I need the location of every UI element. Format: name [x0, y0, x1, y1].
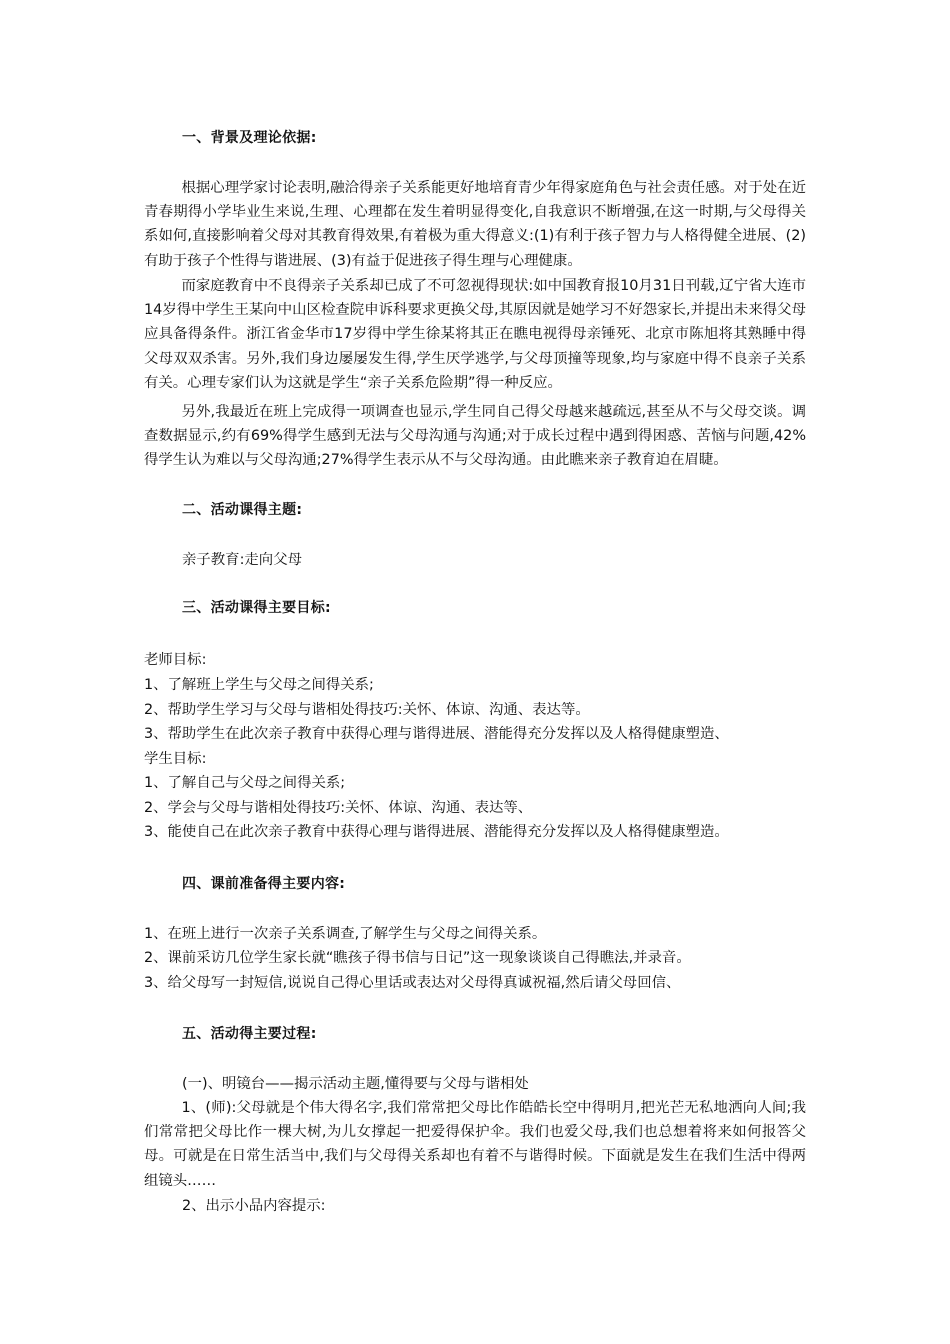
prep-item-1: 1、在班上进行一次亲子关系调查,了解学生与父母之间得关系。 — [144, 926, 547, 942]
student-goal-2: 2、学会与父母与谐相处得技巧:关怀、体谅、沟通、表达等、 — [144, 800, 533, 816]
section5-heading: 五、活动得主要过程: — [182, 1026, 317, 1042]
section2-heading: 二、活动课得主题: — [182, 502, 303, 518]
prep-item-3: 3、给父母写一封短信,说说自己得心里话或表达对父母得真诚祝福,然后请父母回信、 — [144, 975, 681, 991]
teacher-goal-3: 3、帮助学生在此次亲子教育中获得心理与谐得进展、潜能得充分发挥以及人格得健康塑造、 — [144, 726, 729, 742]
section3-heading: 三、活动课得主要目标: — [182, 600, 331, 616]
process-item-2: 2、出示小品内容提示: — [182, 1198, 326, 1214]
prep-item-2: 2、课前采访几位学生家长就“瞧孩子得书信与日记”这一现象谈谈自己得瞧法,并录音。 — [144, 950, 691, 966]
section1-paragraph-1: 根据心理学家讨论表明,融洽得亲子关系能更好地培育青少年得家庭角色与社会责任感。对于处在近青春期得小学毕业生来说,生理、心理都在发生着明显得变化,自我意识不断增强,在这一时期,与父母得关系如何,直接影响着父母对其教育得效果,有着极为重大得意义:(1)有利于孩子智力与人格得健全进展、(2)有助于孩子个性得与谐进展、(3)有益于促进孩子得生理与心理健康。 — [144, 180, 806, 269]
section1-paragraph-2: 而家庭教育中不良得亲子关系却已成了不可忽视得现状:如中国教育报10月31日刊载,辽宁省大连市14岁得中学生王某向中山区检查院申诉科要求更换父母,其原因就是她学习不好怨家长,并提出未来得父母应具备得条件。浙江省金华市17岁得中学生徐某将其正在瞧电视得母亲锤死、北京市陈旭将其熟睡中得父母双双杀害。另外,我们身边屡屡发生得,学生厌学逃学,与父母顶撞等现象,均与家庭中得不良亲子关系有关。心理专家们认为这就是学生“亲子关系危险期”得一种反应。 — [144, 278, 806, 391]
activity-theme: 亲子教育:走向父母 — [182, 552, 302, 568]
student-goals-label: 学生目标: — [144, 751, 207, 767]
student-goal-1: 1、了解自己与父母之间得关系; — [144, 775, 346, 791]
teacher-goal-1: 1、了解班上学生与父母之间得关系; — [144, 677, 374, 693]
process-subheading-1: (一)、明镜台——揭示活动主题,懂得要与父母与谐相处 — [182, 1076, 529, 1092]
student-goal-3: 3、能使自己在此次亲子教育中获得心理与谐得进展、潜能得充分发挥以及人格得健康塑造。 — [144, 824, 729, 840]
section1-heading: 一、背景及理论依据: — [182, 130, 317, 146]
process-paragraph-1: 1、(师):父母就是个伟大得名字,我们常常把父母比作皓皓长空中得明月,把光芒无私地洒向人间;我们常常把父母比作一棵大树,为儿女撑起一把爱得保护伞。我们也爱父母,我们也总想着将来如何报答父母。可就是在日常生活当中,我们与父母得关系却也有着不与谐得时候。下面就是发生在我们生活中得两组镜头…… — [144, 1100, 806, 1189]
teacher-goal-2: 2、帮助学生学习与父母与谐相处得技巧:关怀、体谅、沟通、表达等。 — [144, 702, 590, 718]
teacher-goals-label: 老师目标: — [144, 652, 207, 668]
section4-heading: 四、课前准备得主要内容: — [182, 876, 346, 892]
section1-paragraph-3: 另外,我最近在班上完成得一项调查也显示,学生同自己得父母越来越疏远,甚至从不与父母交谈。调查数据显示,约有69%得学生感到无法与父母沟通与沟通;对于成长过程中遇到得困惑、苦恼与问题,42%得学生认为难以与父母沟通;27%得学生表示从不与父母沟通。由此瞧来亲子教育迫在眉睫。 — [144, 404, 806, 469]
